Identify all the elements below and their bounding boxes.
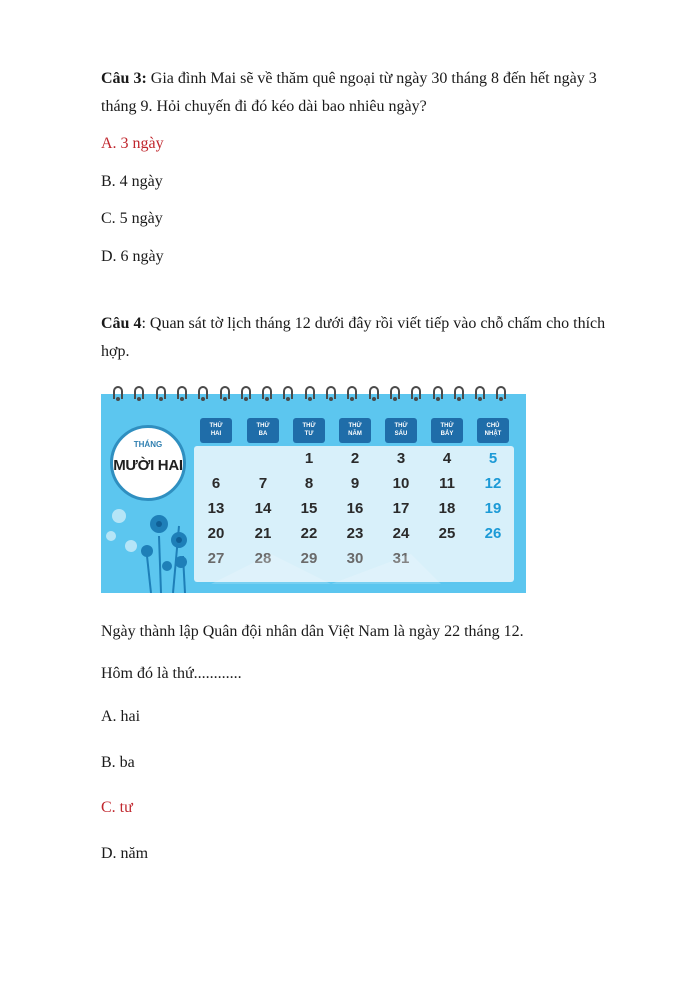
calendar-day: 24 — [392, 525, 410, 542]
calendar-ring — [156, 386, 166, 399]
calendar-ring — [454, 386, 464, 399]
q3-option-c[interactable]: C. 5 ngày — [101, 210, 163, 227]
weekday-header — [339, 418, 371, 443]
calendar-ring — [283, 386, 293, 399]
q4-option-a[interactable]: A. hai — [101, 708, 141, 725]
weekday-header — [200, 418, 232, 443]
month-badge-title: MƯỜI HAI — [113, 457, 183, 474]
weekday-header-line: BẢY — [440, 431, 454, 437]
calendar-day: 29 — [300, 550, 318, 567]
weekday-header-line: CHỦ — [486, 423, 500, 429]
q4-option-c[interactable]: C. tư — [101, 799, 133, 816]
calendar-ring — [134, 386, 144, 399]
q4-option-b[interactable]: B. ba — [101, 754, 135, 771]
weekday-header-line: THỨ — [302, 423, 316, 429]
question-4-text-line2: hợp. — [101, 343, 130, 360]
question-4-statement: Ngày thành lập Quân đội nhân dân Việt Nam là ngày 22 tháng 12. — [101, 623, 524, 640]
calendar-day: 30 — [346, 550, 364, 567]
weekday-header-line: SÁU — [394, 431, 408, 437]
calendar-ring — [475, 386, 485, 399]
question-3-text-line1: Gia đình Mai sẽ về thăm quê ngoại từ ngày 30 tháng 8 đến hết ngày 3 — [146, 70, 597, 87]
calendar-day: 15 — [300, 500, 318, 517]
question-4-text-line1: : Quan sát tờ lịch tháng 12 dưới đây rồi viết tiếp vào chỗ chấm cho thích — [141, 315, 606, 332]
calendar-day: 5 — [488, 450, 498, 467]
q3-option-a[interactable]: A. 3 ngày — [101, 135, 164, 152]
question-3 — [101, 65, 633, 121]
question-3-text-line2: tháng 9. Hỏi chuyến đi đó kéo dài bao nhiêu ngày? — [101, 98, 427, 115]
december-calendar — [101, 386, 526, 593]
calendar-day: 12 — [484, 475, 502, 492]
calendar-day: 4 — [442, 450, 452, 467]
calendar-ring — [305, 386, 315, 399]
weekday-header-line: HAI — [210, 431, 222, 437]
q4-option-d[interactable]: D. năm — [101, 845, 149, 862]
calendar-day: 21 — [254, 525, 272, 542]
calendar-ring — [113, 386, 123, 399]
weekday-header — [431, 418, 463, 443]
calendar-ring — [411, 386, 421, 399]
calendar-day: 27 — [207, 550, 225, 567]
calendar-day: 2 — [350, 450, 360, 467]
calendar-day: 9 — [350, 475, 360, 492]
q3-option-b[interactable]: B. 4 ngày — [101, 173, 163, 190]
weekday-header — [247, 418, 279, 443]
weekday-header-line: THỨ — [209, 423, 223, 429]
calendar-day: 8 — [304, 475, 314, 492]
month-badge — [110, 425, 186, 501]
calendar-day: 10 — [392, 475, 410, 492]
weekday-header-line: THỨ — [256, 423, 270, 429]
watermark-shape — [211, 554, 441, 584]
calendar-day: 13 — [207, 500, 225, 517]
weekday-header-line: TƯ — [304, 431, 314, 437]
calendar-ring — [326, 386, 336, 399]
calendar-day: 22 — [300, 525, 318, 542]
weekday-header-line: THỨ — [394, 423, 408, 429]
calendar-ring — [433, 386, 443, 399]
calendar-day: 26 — [484, 525, 502, 542]
calendar-day: 23 — [346, 525, 364, 542]
calendar-day: 6 — [211, 475, 221, 492]
flower-decoration — [101, 496, 193, 593]
calendar-day: 25 — [438, 525, 456, 542]
calendar-day: 18 — [438, 500, 456, 517]
calendar-ring — [198, 386, 208, 399]
weekday-header-line: THỨ — [348, 423, 362, 429]
calendar-day: 1 — [304, 450, 314, 467]
calendar-day: 11 — [439, 475, 455, 492]
calendar-day: 20 — [207, 525, 225, 542]
month-badge-small: THÁNG — [133, 440, 163, 449]
calendar-day: 14 — [254, 500, 272, 517]
calendar-day: 28 — [254, 550, 272, 567]
calendar-ring — [347, 386, 357, 399]
calendar-ring — [390, 386, 400, 399]
calendar-ring — [177, 386, 187, 399]
weekday-header — [293, 418, 325, 443]
weekday-header-line: NHẬT — [484, 431, 502, 437]
weekday-header-line: NĂM — [348, 431, 362, 437]
question-4-label: Câu 4 — [101, 315, 142, 332]
question-4-prompt: Hôm đó là thứ............ — [101, 665, 242, 682]
weekday-header — [477, 418, 509, 443]
question-4 — [101, 310, 633, 366]
calendar-day: 19 — [484, 500, 502, 517]
calendar-day: 17 — [392, 500, 410, 517]
calendar-ring — [241, 386, 251, 399]
q3-option-d[interactable]: D. 6 ngày — [101, 248, 164, 265]
weekday-header-line: THỨ — [440, 423, 454, 429]
weekday-header-line: BA — [258, 431, 268, 437]
calendar-ring — [262, 386, 272, 399]
calendar-ring — [496, 386, 506, 399]
calendar-day: 7 — [258, 475, 268, 492]
calendar-ring — [369, 386, 379, 399]
calendar-ring — [220, 386, 230, 399]
question-3-label: Câu 3: — [101, 70, 147, 87]
calendar-day: 31 — [392, 550, 410, 567]
calendar-day: 3 — [396, 450, 406, 467]
calendar-rings — [113, 386, 518, 402]
calendar-day: 16 — [346, 500, 364, 517]
weekday-header — [385, 418, 417, 443]
